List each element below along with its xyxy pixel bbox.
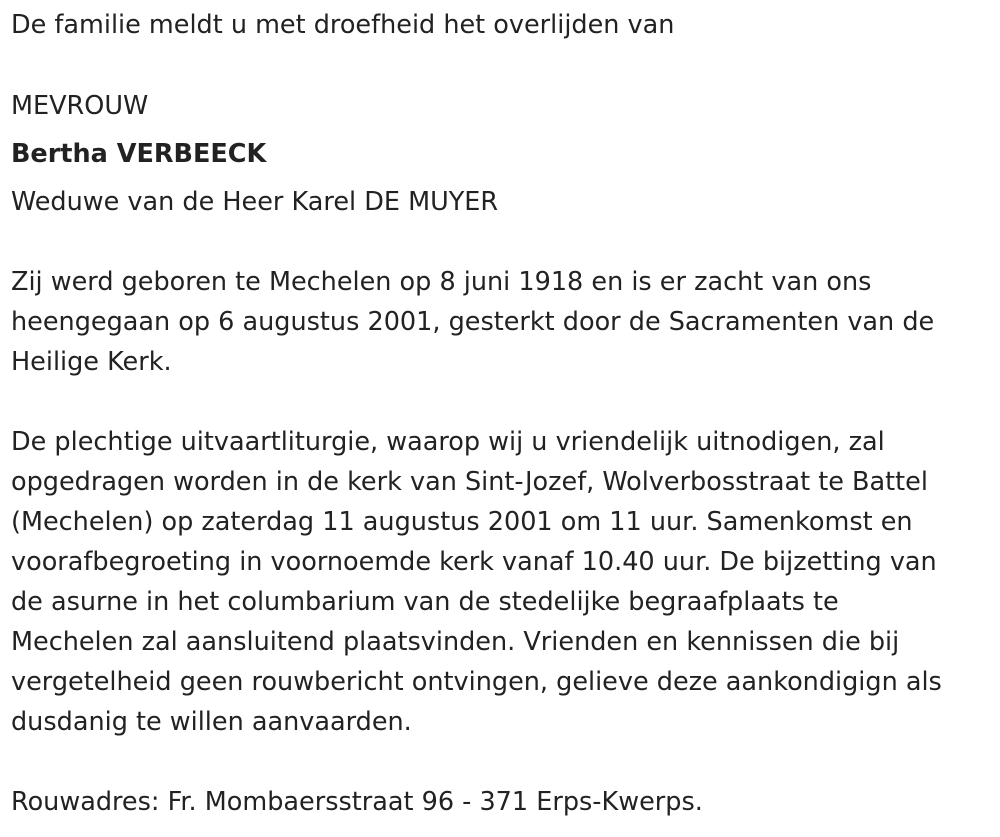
- mourning-address: Rouwadres: Fr. Mombaersstraat 96 - 371 Erps-Kwerps.: [11, 787, 703, 817]
- paragraph-line: de asurne in het columbarium van de stedelijke begraafplaats te: [11, 587, 839, 617]
- intro-text: De familie meldt u met droefheid het overlijden van: [11, 10, 675, 40]
- relation-text: Weduwe van de Heer Karel DE MUYER: [11, 187, 499, 217]
- paragraph-line: De plechtige uitvaartliturgie, waarop wij u vriendelijk uitnodigen, zal: [11, 427, 885, 457]
- paragraph-line: opgedragen worden in de kerk van Sint-Jozef, Wolverbosstraat te Battel: [11, 467, 928, 497]
- paragraph-line: (Mechelen) op zaterdag 11 augustus 2001 om 11 uur. Samenkomst en: [11, 507, 913, 537]
- paragraph-line: vergetelheid geen rouwbericht ontvingen, gelieve deze aankondigign als: [11, 667, 942, 697]
- paragraph-line: dusdanig te willen aanvaarden.: [11, 707, 412, 737]
- paragraph-line: voorafbegroeting in voornoemde kerk vanaf 10.40 uur. De bijzetting van: [11, 547, 937, 577]
- paragraph-line: Heilige Kerk.: [11, 347, 172, 377]
- paragraph-line: Zij werd geboren te Mechelen op 8 juni 1918 en is er zacht van ons: [11, 267, 872, 297]
- salutation: MEVROUW: [11, 91, 149, 121]
- paragraph-line: heengegaan op 6 augustus 2001, gesterkt door de Sacramenten van de: [11, 307, 935, 337]
- paragraph-line: Mechelen zal aansluitend plaatsvinden. Vrienden en kennissen die bij: [11, 627, 900, 657]
- deceased-name: Bertha VERBEECK: [11, 139, 267, 169]
